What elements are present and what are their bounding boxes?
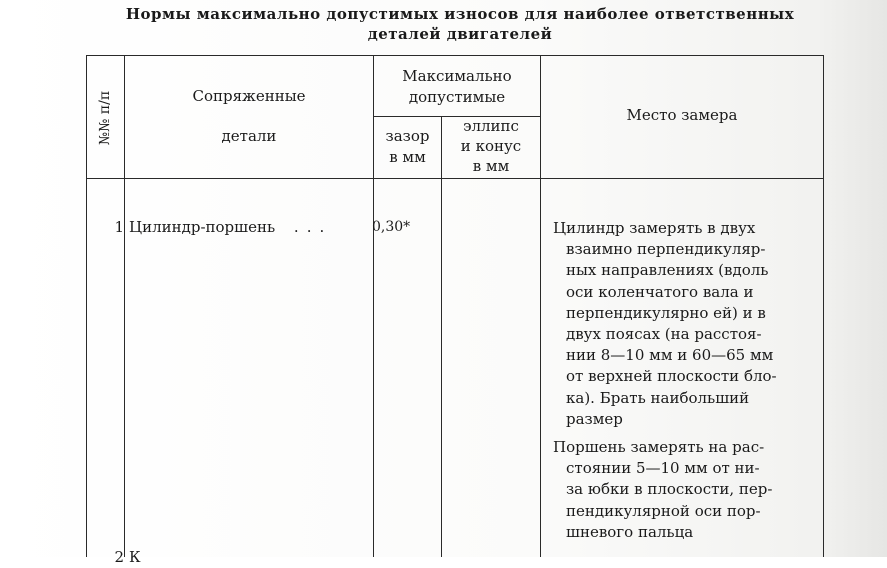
place-line: ка). Брать наибольший xyxy=(566,388,750,407)
num-col-divider xyxy=(124,55,125,557)
header-parts-2 xyxy=(128,126,370,147)
header-num xyxy=(94,60,116,176)
header-gap xyxy=(374,126,441,168)
table-right-border xyxy=(823,55,824,557)
header-place-label: Место замера xyxy=(626,106,738,124)
header-max-line1: Максимально xyxy=(402,67,512,85)
title-line-1: Нормы максимально допустимых износов для наиболее ответственных xyxy=(125,5,795,23)
row-2-parts: К xyxy=(129,548,141,566)
ellipse-col-divider xyxy=(540,55,541,557)
place-line: за юбки в плоскости, пер- xyxy=(566,480,773,499)
row-1-parts xyxy=(129,217,373,238)
place-line: пендикулярной оси пор- xyxy=(566,501,761,520)
header-ellipse xyxy=(442,116,540,176)
header-parts-line2: детали xyxy=(221,127,277,145)
gap-col-divider xyxy=(441,116,442,557)
header-ellipse-line1: эллипс xyxy=(463,117,519,135)
row-1-dots: ... xyxy=(293,218,333,236)
header-max xyxy=(374,66,540,108)
place-line: Поршень замерять на рас- xyxy=(553,438,765,456)
row-2-num: 2 xyxy=(114,548,124,566)
header-place xyxy=(541,105,823,126)
header-parts xyxy=(128,86,370,107)
row-1-parts-label: Цилиндр-поршень xyxy=(129,218,276,236)
table-top-border xyxy=(86,55,824,56)
table-left-border xyxy=(86,55,87,557)
place-line: оси коленчатого вала и xyxy=(566,282,754,301)
header-parts-line1: Сопряженные xyxy=(192,87,306,105)
row-1-place-p1 xyxy=(553,218,808,430)
place-line: размер xyxy=(566,409,623,428)
place-line: взаимно перпендикуляр- xyxy=(566,240,766,259)
header-gap-line1: зазор xyxy=(385,127,430,145)
place-line: нии 8—10 мм и 60—65 мм xyxy=(566,346,774,365)
header-bottom-border xyxy=(86,178,824,179)
place-line: двух поясах (на расстоя- xyxy=(566,325,762,344)
title-line-2: деталей двигателей xyxy=(367,25,553,43)
row-1-num: 1 xyxy=(114,218,124,236)
header-num-label: №№ п/п xyxy=(97,90,114,146)
place-line: перпендикулярно ей) и в xyxy=(566,303,766,322)
row-1-place-p2 xyxy=(553,437,808,543)
header-max-line2: допустимые xyxy=(408,88,506,106)
header-gap-line2: в мм xyxy=(389,148,426,166)
place-line: ных направлениях (вдоль xyxy=(566,261,769,280)
place-line: от верхней плоскости бло- xyxy=(566,367,777,386)
place-line: шневого пальца xyxy=(566,522,694,541)
header-ellipse-line3: в мм xyxy=(472,157,510,175)
row-1-gap: 0,30* xyxy=(372,219,411,235)
header-ellipse-line2: и конус xyxy=(460,137,522,155)
place-line: Цилиндр замерять в двух xyxy=(553,219,756,237)
place-line: стоянии 5—10 мм от ни- xyxy=(566,459,760,478)
